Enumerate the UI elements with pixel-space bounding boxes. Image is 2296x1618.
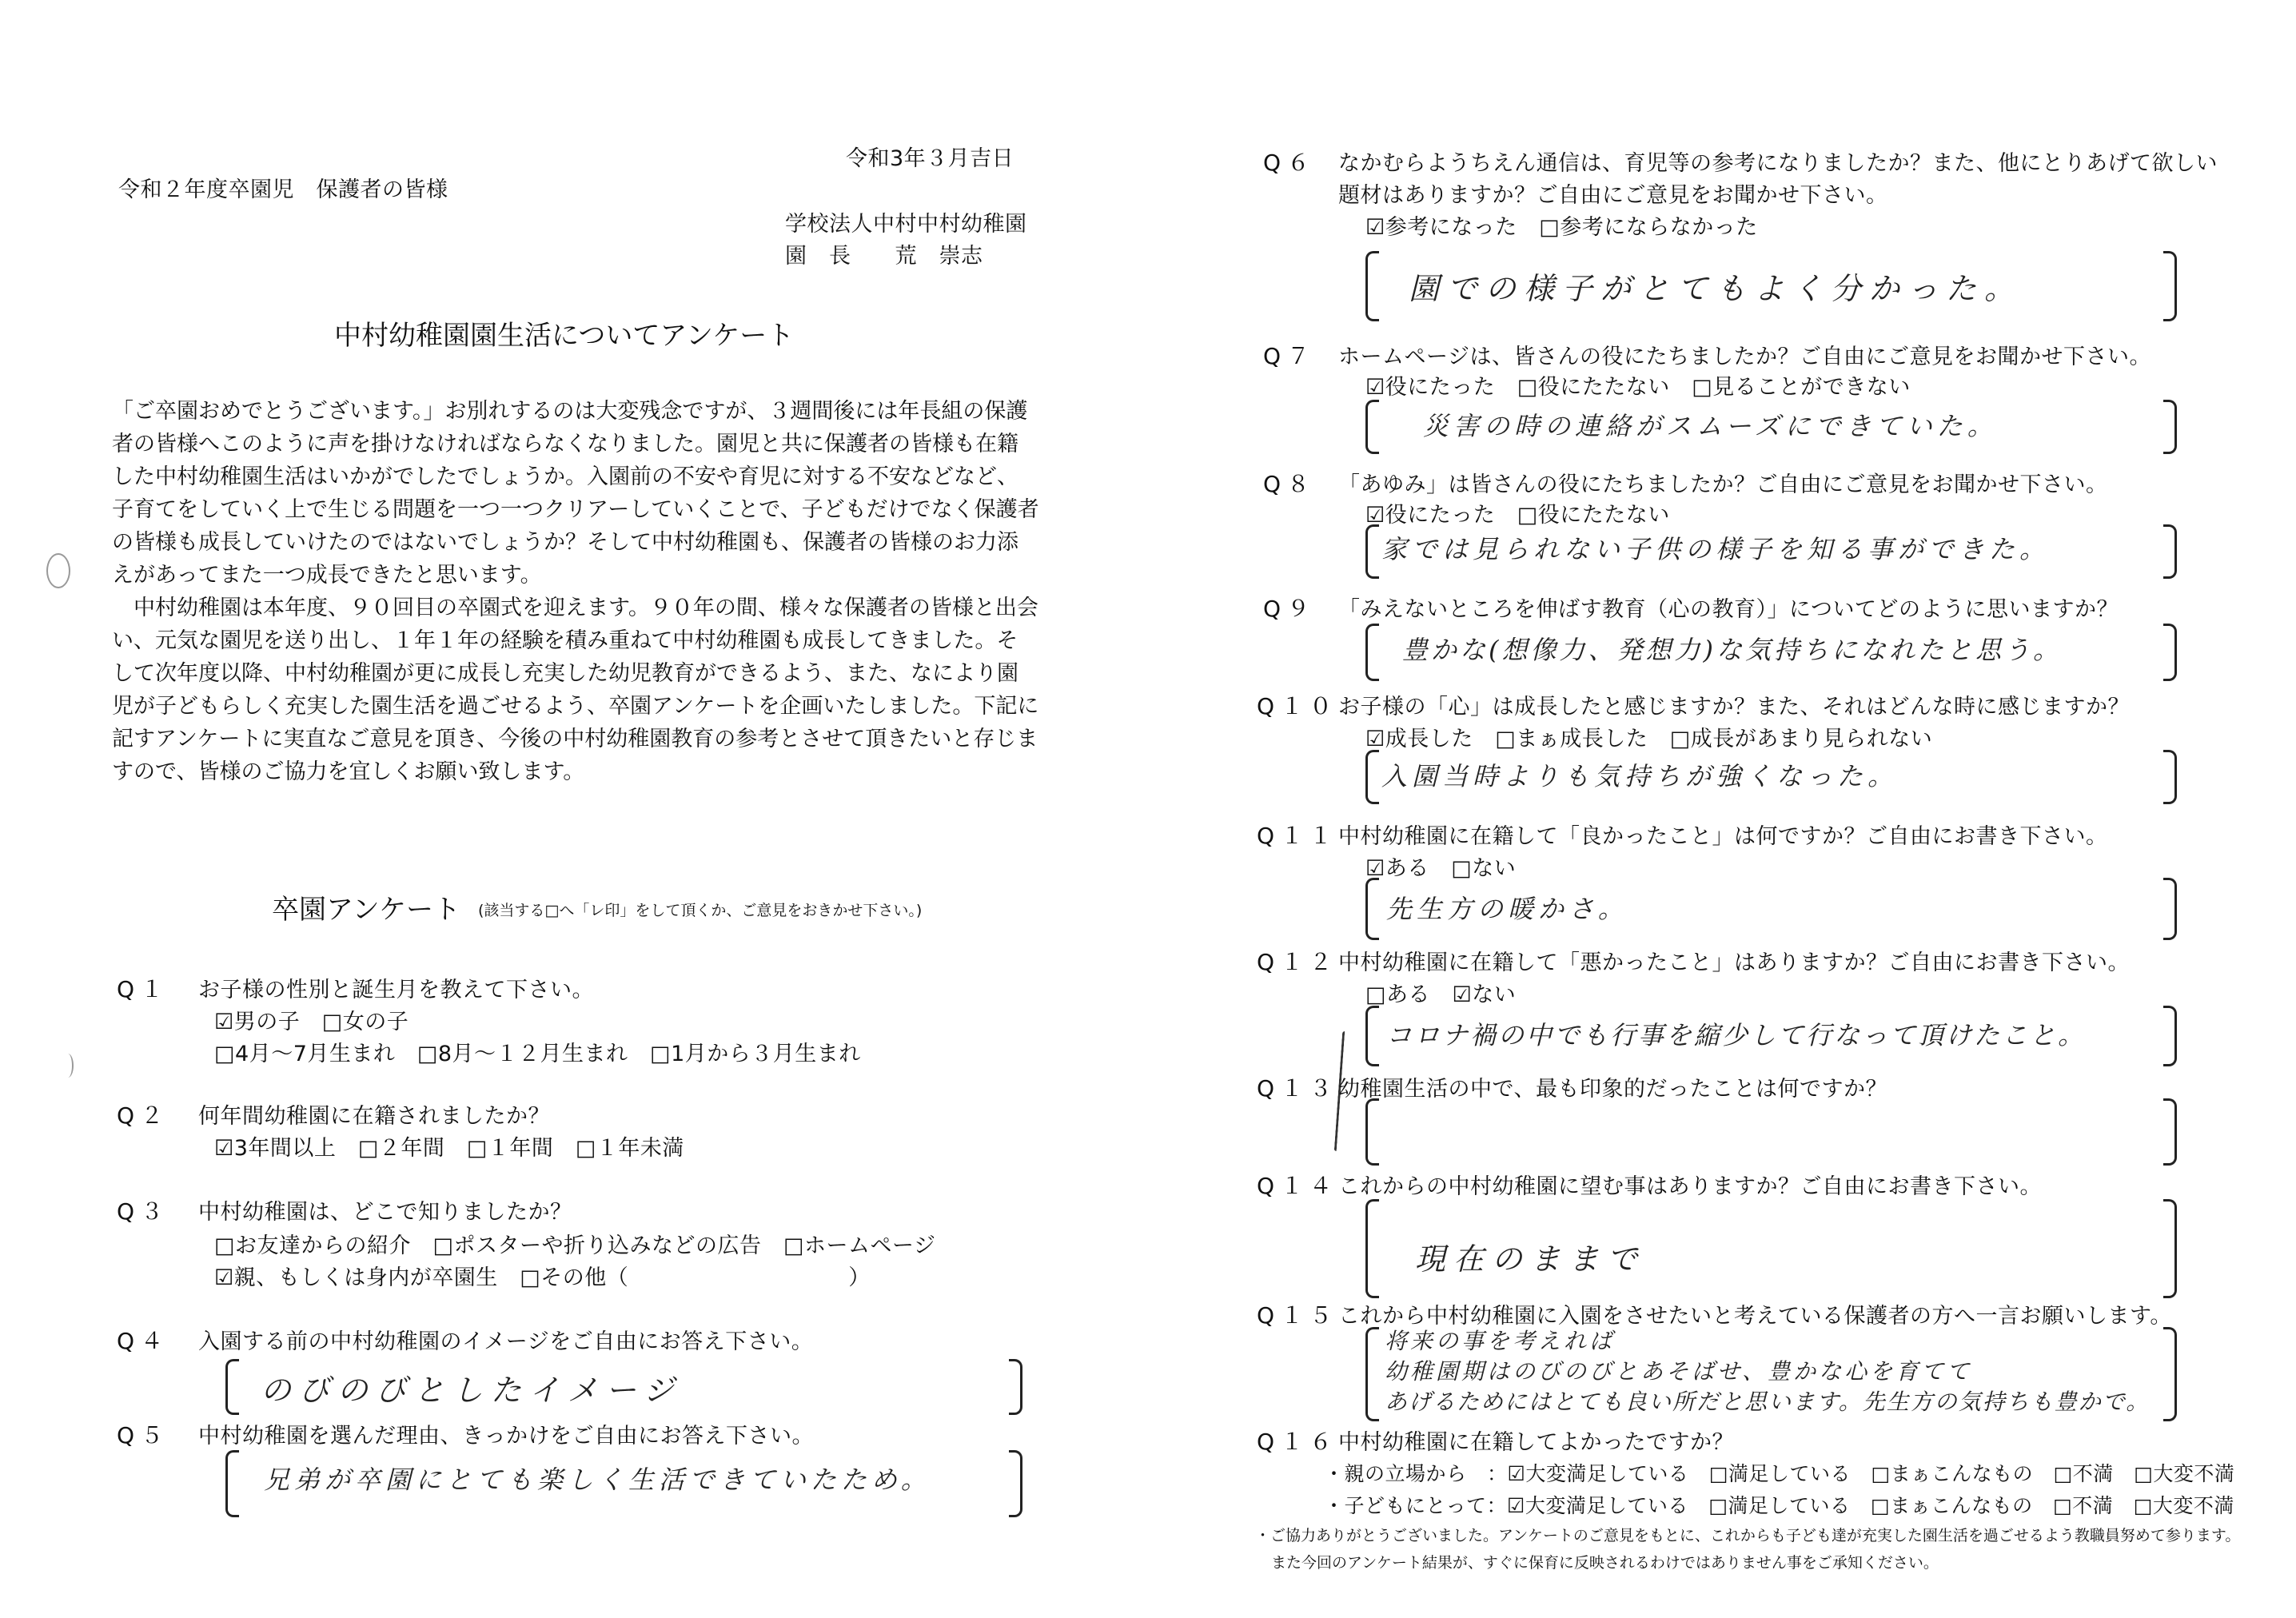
question-text: 幼稚園生活の中で、最も印象的だったことは何ですか？: [1338, 1077, 1887, 1102]
question-options: ☑親、もしくは身内が卒園生 □その他（ ）: [214, 1265, 871, 1290]
section-note: (該当する□へ「レ印」をして頂くか、ご意見をおきかせ下さい。): [478, 902, 923, 919]
answer-bracket-left: [1365, 1006, 1379, 1066]
question-number: Q１２: [1257, 949, 1339, 975]
question-number: Q８: [1263, 471, 1317, 497]
question-options: ☑成長した □まぁ成長した □成長があまり見られない: [1365, 727, 1933, 751]
answer-bracket-left: [1365, 878, 1379, 940]
answer-bracket-right: [2163, 1006, 2177, 1066]
question-options: ☑男の子 □女の子: [214, 1010, 409, 1034]
answer-bracket-right: [2163, 400, 2177, 454]
intro-paragraph-2: 中村幼稚園は本年度、９０回目の卒園式を迎えます。９０年の間、様々な保護者の皆様と出会い、元気な園児を送り出し、１年１年の経験を積み重ねて中村幼稚園も成長してきました。そして次年度以降、中村幼稚園が更に成長し充実した幼児教育ができるよう、また、なにより園児が子どもらしく充実した園生活を過ごせるよう、卒園アンケートを企画いたしました。下記に記すアンケートに実直なご意見を頂き、今後の中村幼稚園教育の参考とさせて頂きたいと存じますので、皆様のご協力を宜しくお願い致します。: [112, 596, 1039, 784]
answer-bracket-left: [225, 1359, 239, 1415]
question-text: お子様の「心」は成長したと感じますか？また、それはどんな時に感じますか？: [1338, 695, 2130, 719]
principal-name: 園 長 荒 崇志: [785, 244, 983, 269]
intro-paragraph-1: 「ご卒園おめでとうございます。」お別れするのは大変残念ですが、３週間後には年長組の保護者の皆様へこのように声を掛けなければならなくなりました。園児と共に保護者の皆様も在籍した中村幼稚園生活はいかがでしたでしょうか。入園前の不安や育児に対する不安などなど、子育てをしていく上で生じる問題を一つ一つクリアーしていくことで、子どもだけでなく保護者の皆様も成長していけたのではないでしょうか？そして中村幼稚園も、保護者の皆様のお力添えがあってまた一つ成長できたと思います。: [112, 399, 1039, 588]
handwritten-answer: 園での様子がとてもよく分かった。: [1409, 271, 2023, 306]
footer-note: ・ご協力ありがとうございました。アンケートのご意見をもとに、これからも子ども達が充実した園生活を過ごせるよう教職員努めて参ります。: [1255, 1527, 2241, 1544]
handwritten-answer: コロナ禍の中でも行事を縮少して行なって頂けたこと。: [1386, 1020, 2087, 1050]
question-options: ☑役にたった □役にたたない □見ることができない: [1365, 375, 1911, 400]
question-number: Q６: [1263, 149, 1317, 176]
question-options: □お友達からの紹介 □ポスターや折り込みなどの広告 □ホームページ: [214, 1233, 936, 1258]
question-text: ホームページは、皆さんの役にたちましたか？ご自由にご意見をお聞かせ下さい。: [1338, 345, 2151, 369]
question-number: Q４: [117, 1328, 170, 1354]
question-options: ☑参考になった □参考にならなかった: [1365, 215, 1758, 240]
answer-bracket-left: [225, 1450, 239, 1517]
question-number: Q３: [117, 1198, 170, 1225]
answer-bracket-right: [2163, 251, 2177, 321]
handwritten-answer: 災害の時の連絡がスムーズにできていた。: [1423, 411, 1998, 441]
question-text: 中村幼稚園に在籍して「悪かったこと」はありますか？ご自由にお書き下さい。: [1338, 950, 2130, 975]
question-number: Q１０: [1257, 693, 1339, 719]
section-title: 卒園アンケート: [272, 894, 460, 926]
question-text: 何年間幼稚園に在籍されましたか？: [198, 1104, 550, 1129]
organization: 学校法人中村中村幼稚園: [785, 212, 1027, 237]
answer-bracket-left: [1365, 1199, 1379, 1298]
punch-hole-mark: [46, 553, 70, 588]
question-options: ☑3年間以上 □２年間 □１年間 □１年未満: [214, 1136, 684, 1161]
answer-bracket-right: [2163, 1098, 2177, 1166]
handwritten-answer: あげるためにはとても良い所だと思います。先生方の気持ちも豊かで。: [1385, 1389, 2151, 1415]
question-text: お子様の性別と誕生月を教えて下さい。: [198, 978, 594, 1002]
question-options: □ある ☑ない: [1365, 982, 1517, 1007]
punch-hole-mark: [62, 1054, 74, 1078]
handwritten-answer: 幼稚園期はのびのびとあそばせ、豊かな心を育てて: [1385, 1358, 1973, 1385]
question-text: これからの中村幼稚園に望む事はありますか？ご自由にお書き下さい。: [1338, 1174, 2042, 1199]
question-number: Q１３: [1257, 1075, 1339, 1102]
question-text: 題材はありますか？ご自由にご意見をお聞かせ下さい。: [1338, 183, 1888, 208]
question-number: Q１１: [1257, 823, 1339, 849]
question-text: 中村幼稚園は、どこで知りましたか？: [198, 1200, 572, 1225]
answer-bracket-right: [1009, 1359, 1022, 1415]
satisfaction-parent: ・親の立場から ：☑大変満足している □満足している □まぁこんなもの □不満 □大変不満: [1324, 1462, 2235, 1485]
question-number: Q７: [1263, 343, 1317, 369]
satisfaction-child: ・子どもにとって：☑大変満足している □満足している □まぁこんなもの □不満 □大変不満: [1324, 1494, 2234, 1517]
handwritten-answer: 先生方の暖かさ。: [1386, 894, 1628, 924]
handwritten-answer: のびのびとしたイメージ: [261, 1373, 682, 1408]
issue-date: 令和3年３月吉日: [846, 146, 1014, 171]
question-options: ☑ある □ない: [1365, 856, 1517, 881]
question-text: 「みえないところを伸ばす教育（心の教育）」についてどのように思いますか？: [1338, 597, 2119, 622]
handwritten-answer: 入園当時よりも気持ちが強くなった。: [1381, 761, 1899, 791]
answer-bracket-right: [2163, 750, 2177, 804]
question-text: これから中村幼稚園に入園をさせたいと考えている保護者の方へ一言お願いします。: [1338, 1304, 2172, 1329]
question-text: 「あゆみ」は皆さんの役にたちましたか？ご自由にご意見をお聞かせ下さい。: [1338, 472, 2108, 497]
question-text: 中村幼稚園に在籍してよかったですか？: [1338, 1430, 1734, 1455]
question-number: Q５: [117, 1422, 170, 1449]
question-options: ☑役にたった □役にたたない: [1365, 503, 1670, 528]
handwritten-answer: 現在のままで: [1415, 1241, 1646, 1277]
answer-bracket-left: [1365, 251, 1379, 321]
question-text: 入園する前の中村幼稚園のイメージをご自由にお答え下さい。: [198, 1329, 814, 1354]
footer-note: また今回のアンケート結果が、すぐに保育に反映されるわけではありません事をご承知ください。: [1271, 1554, 1939, 1572]
right-page: [1148, 0, 2296, 1618]
answer-bracket-left: [1365, 624, 1379, 681]
survey-title: 中村幼稚園園生活についてアンケート: [334, 320, 795, 352]
handwritten-answer: 豊かな(想像力、発想力)な気持ちになれたと思う。: [1402, 635, 2062, 665]
question-number: Q９: [1263, 596, 1317, 622]
question-text: なかむらようちえん通信は、育児等の参考になりましたか？また、他にとりあげて欲しい: [1338, 151, 2218, 176]
answer-bracket-left: [1365, 1098, 1379, 1166]
answer-bracket-right: [1009, 1450, 1022, 1517]
question-number: Q１６: [1257, 1429, 1339, 1455]
question-number: Q１: [117, 976, 170, 1002]
question-text: 中村幼稚園に在籍して「良かったこと」は何ですか？ご自由にお書き下さい。: [1338, 824, 2108, 849]
answer-bracket-left: [1365, 400, 1379, 454]
question-number: Q１４: [1257, 1173, 1339, 1199]
question-text: 中村幼稚園を選んだ理由、きっかけをご自由にお答え下さい。: [198, 1424, 814, 1449]
answer-bracket-right: [2163, 878, 2177, 940]
answer-bracket-left: [1365, 524, 1379, 579]
answer-bracket-right: [2163, 1199, 2177, 1298]
answer-bracket-right: [2163, 1327, 2177, 1421]
answer-bracket-right: [2163, 624, 2177, 681]
question-number: Q２: [117, 1102, 170, 1129]
handwritten-answer: 兄弟が卒園にとても楽しく生活できていたため。: [264, 1465, 931, 1495]
addressee: 令和２年度卒園児 保護者の皆様: [118, 177, 448, 202]
intro-text: [112, 395, 1039, 788]
answer-bracket-left: [1365, 1327, 1379, 1421]
question-options: □4月～7月生まれ □8月～１２月生まれ □1月から３月生まれ: [214, 1042, 861, 1066]
answer-bracket-right: [2163, 524, 2177, 579]
question-number: Q１５: [1257, 1302, 1339, 1329]
answer-bracket-left: [1365, 750, 1379, 804]
handwritten-answer: 将来の事を考えれば: [1385, 1328, 1616, 1354]
handwritten-answer: 家では見られない子供の様子を知る事ができた。: [1381, 534, 2051, 564]
